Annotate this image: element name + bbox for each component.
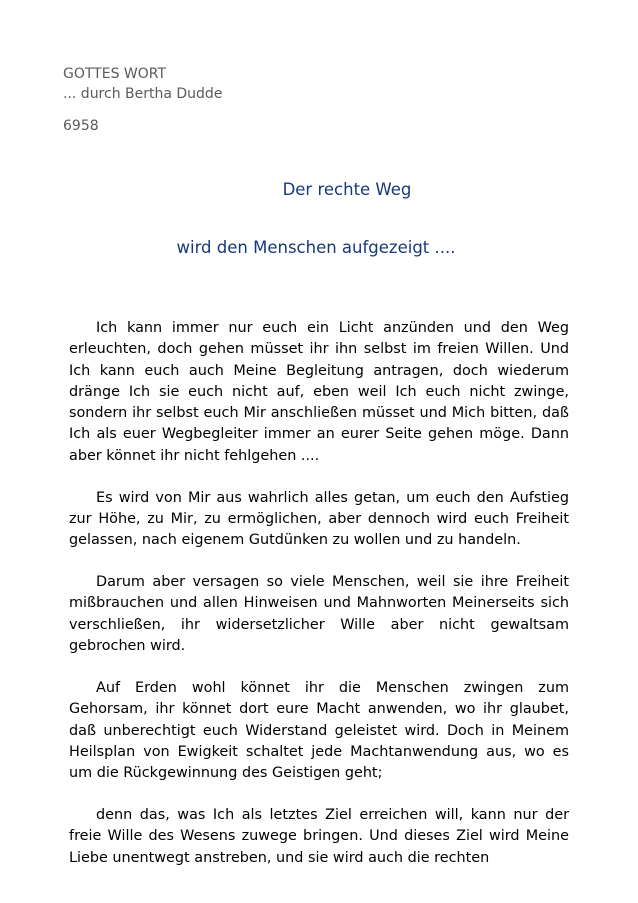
paragraph: Darum aber versagen so viele Menschen, weil sie ihre Freiheit mißbrauchen und allen Hinweisen und Mahnworten Meinerseits sich verschließen, ihr widersetzlicher Wille aber nicht gewaltsam gebrochen wird. — [69, 574, 569, 655]
paragraph: Ich kann immer nur euch ein Licht anzünden und den Weg erleuchten, doch gehen müsset ihr ihn selbst im freien Willen. Und Ich kann euch auch Meine Begleitung antragen, doch wiederum dränge Ich sie euch nicht auf, eben weil Ich euch nicht zwinge, sondern ihr selbst euch Mir anschließen müsset und Mich bitten, daß Ich als euer Wegbegleiter immer an eurer Seite gehen möge. Dann aber könnet ihr nicht fehlgehen .... — [69, 320, 569, 464]
paragraph: Es wird von Mir aus wahrlich alles getan, um euch den Aufstieg zur Höhe, zu Mir, zu ermöglichen, aber dennoch wird euch Freiheit gelassen, nach eigenem Gutdünken zu wollen und zu handeln. — [69, 489, 569, 549]
title-line-1: Der rechte Weg — [282, 180, 412, 199]
paragraph: denn das, was Ich als letztes Ziel erreichen will, kann nur der freie Wille des Wesens zuwege bringen. Und dieses Ziel wird Meine Liebe unentwegt anstreben, und sie wird auch die rechten — [69, 807, 569, 866]
author-line: ... durch Bertha Dudde — [63, 86, 223, 102]
document-number: 6958 — [63, 118, 99, 134]
document-body — [69, 318, 569, 890]
series-label: GOTTES WORT — [63, 66, 167, 82]
document-header — [63, 64, 222, 136]
paragraph: Auf Erden wohl könnet ihr die Menschen zwingen zum Gehorsam, ihr könnet dort eure Macht anwenden, wo ihr glaubet, daß unberechtigt euch Widerstand geleistet wird. Doch in Meinem Heilsplan von Ewigkeit schaltet jede Machtanwendung aus, wo es um die Rückgewinnung des Geistigen geht; — [69, 679, 569, 782]
title-line-2: wird den Menschen aufgezeigt .... — [176, 238, 456, 257]
